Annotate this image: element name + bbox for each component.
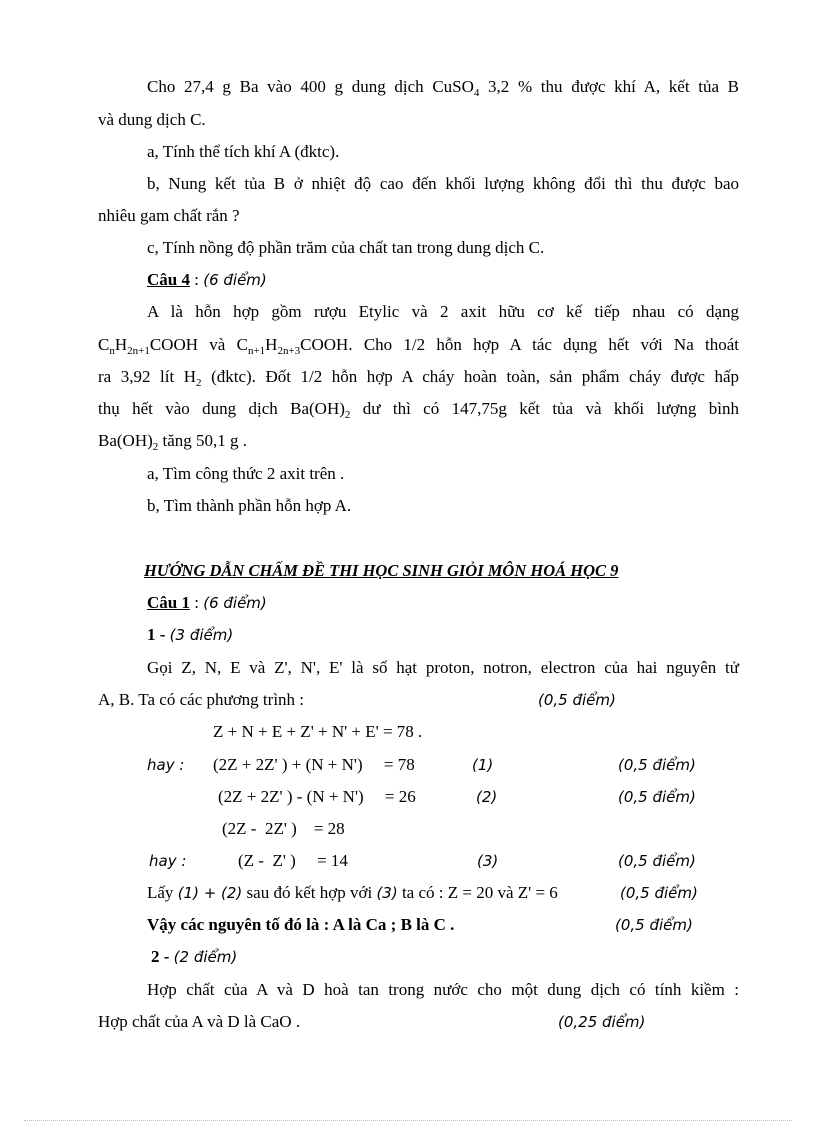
guide-q1-sep: : <box>189 593 204 612</box>
problem4-heading <box>147 270 267 290</box>
problem4-line5-a: Ba(OH) <box>98 431 153 450</box>
combination-ref-3: (3) <box>376 884 398 902</box>
problem3-part-c: c, Tính nồng độ phần trăm của chất tan trong dung dịch C. <box>147 238 545 257</box>
formula1-cooh: COOH và <box>149 335 237 354</box>
equation-4-number: (3) <box>477 852 499 870</box>
combination-line <box>147 883 558 903</box>
formula1-sub: 2n+1 <box>127 345 150 357</box>
guide-q1-points: (6 điểm) <box>203 594 267 612</box>
problem4-line4-b: dư thì có 147,75g kết tủa và khối lượng bình <box>350 399 739 418</box>
problem4-part-b: b, Tìm thành phần hỗn hợp A. <box>147 496 352 515</box>
guide-p2-line1: Hợp chất của A và D hoà tan trong nước cho một dung dịch có tính kiềm : <box>147 980 739 999</box>
formula2-h: H <box>265 335 278 354</box>
combination-points: (0,5 điểm) <box>620 884 698 902</box>
equation-1: (2Z + 2Z' ) + (N + N') = 78 <box>213 755 415 774</box>
formula2-tail: COOH. Cho 1/2 hỗn hợp A tác dụng hết với Na thoát <box>300 335 740 354</box>
conclusion-points: (0,5 điểm) <box>615 916 693 934</box>
problem4-points: (6 điểm) <box>203 271 267 289</box>
formula1-n: n <box>109 345 115 357</box>
combination-ref-1-2: (1) + (2) <box>177 884 243 902</box>
guide-p2-line2: Hợp chất của A và D là CaO . <box>98 1012 301 1031</box>
guide-p1-line2: A, B. Ta có các phương trình : <box>98 690 305 709</box>
problem4-line5 <box>98 431 247 451</box>
problem3-intro-sub: 4 <box>473 87 480 99</box>
problem4-label: Câu 4 <box>147 270 190 289</box>
guide-p2-points: (0,25 điểm) <box>558 1013 646 1031</box>
problem3-part-b-line1: b, Nung kết tủa B ở nhiệt độ cao đến khối lượng không đổi thì thu được bao <box>147 174 739 193</box>
equation-1-points: (0,5 điểm) <box>618 756 696 774</box>
formula2-sub: 2n+3 <box>277 345 301 357</box>
guide-s2-label: 2 - <box>151 947 174 966</box>
guide-q1-heading <box>147 593 267 613</box>
formula1-h: H <box>114 335 128 354</box>
guide-s1-points: (3 điểm) <box>169 626 234 644</box>
problem4-line3 <box>98 367 739 387</box>
guide-s2-points: (2 điểm) <box>173 948 238 966</box>
equation-4-points: (0,5 điểm) <box>618 852 696 870</box>
problem4-part-a: a, Tìm công thức 2 axit trên . <box>147 464 345 483</box>
guide-p1-line2-points: (0,5 điểm) <box>538 691 616 709</box>
equation-4-prefix: hay : <box>149 852 187 870</box>
problem4-line4-a: thụ hết vào dung dịch Ba(OH) <box>98 399 345 418</box>
guide-s1-label: 1 - <box>147 625 170 644</box>
problem4-line5-b: tăng 50,1 g . <box>158 431 248 450</box>
problem3-intro-line1 <box>147 77 739 97</box>
conclusion-line: Vậy các nguyên tố đó là : A là Ca ; B là C . <box>147 915 455 934</box>
equation-2-points: (0,5 điểm) <box>618 788 696 806</box>
problem3-intro-text-b: 3,2 % thu được khí A, kết tủa B <box>479 77 739 96</box>
problem3-intro-text-a: Cho 27,4 g Ba vào 400 g dung dịch CuSO <box>147 77 474 96</box>
guide-s1-heading <box>147 625 233 645</box>
combination-text-b: sau đó kết hợp với <box>242 883 377 902</box>
equation-3: (2Z - 2Z' ) = 28 <box>222 819 345 838</box>
problem4-line1: A là hỗn hợp gồm rượu Etylic và 2 axit hữu cơ kế tiếp nhau có dạng <box>147 302 739 321</box>
problem4-line5-sub: 2 <box>152 441 159 453</box>
guide-p1-line1: Gọi Z, N, E và Z', N', E' là số hạt proton, notron, electron của hai nguyên tử <box>147 658 739 677</box>
equation-2: (2Z + 2Z' ) - (N + N') = 26 <box>218 787 416 806</box>
page-bottom-divider <box>24 1120 792 1121</box>
formula2-n: n+1 <box>247 345 266 357</box>
combination-text-c: ta có : Z = 20 và Z' = 6 <box>397 883 558 902</box>
guide-q1-label: Câu 1 <box>147 593 190 612</box>
equation-0: Z + N + E + Z' + N' + E' = 78 . <box>213 722 423 741</box>
combination-text-a: Lấy <box>147 883 178 902</box>
guide-s2-heading <box>151 947 237 967</box>
equation-2-number: (2) <box>476 788 498 806</box>
problem4-line3-a: ra 3,92 lít H <box>98 367 197 386</box>
problem3-part-a: a, Tính thể tích khí A (đktc). <box>147 142 340 161</box>
equation-1-prefix: hay : <box>147 756 185 774</box>
problem4-sep: : <box>189 270 204 289</box>
problem4-line4 <box>98 399 739 419</box>
formula1-c: C <box>98 335 110 354</box>
equation-4: (Z - Z' ) = 14 <box>238 851 348 870</box>
problem3-intro-line2: và dung dịch C. <box>98 110 206 129</box>
problem3-part-b-line2: nhiêu gam chất rắn ? <box>98 206 240 225</box>
problem4-line3-sub: 2 <box>196 377 202 389</box>
equation-1-number: (1) <box>472 756 494 774</box>
problem4-line4-sub: 2 <box>344 409 351 421</box>
problem4-line3-b: (đktc). Đốt 1/2 hỗn hợp A cháy hoàn toàn, sản phẩm cháy được hấp <box>201 367 739 386</box>
formula2-c: C <box>236 335 248 354</box>
problem4-line2 <box>98 335 739 355</box>
guide-heading: HƯỚNG DẪN CHẤM ĐỀ THI HỌC SINH GIỎI MÔN HOÁ HỌC 9 <box>144 561 619 580</box>
